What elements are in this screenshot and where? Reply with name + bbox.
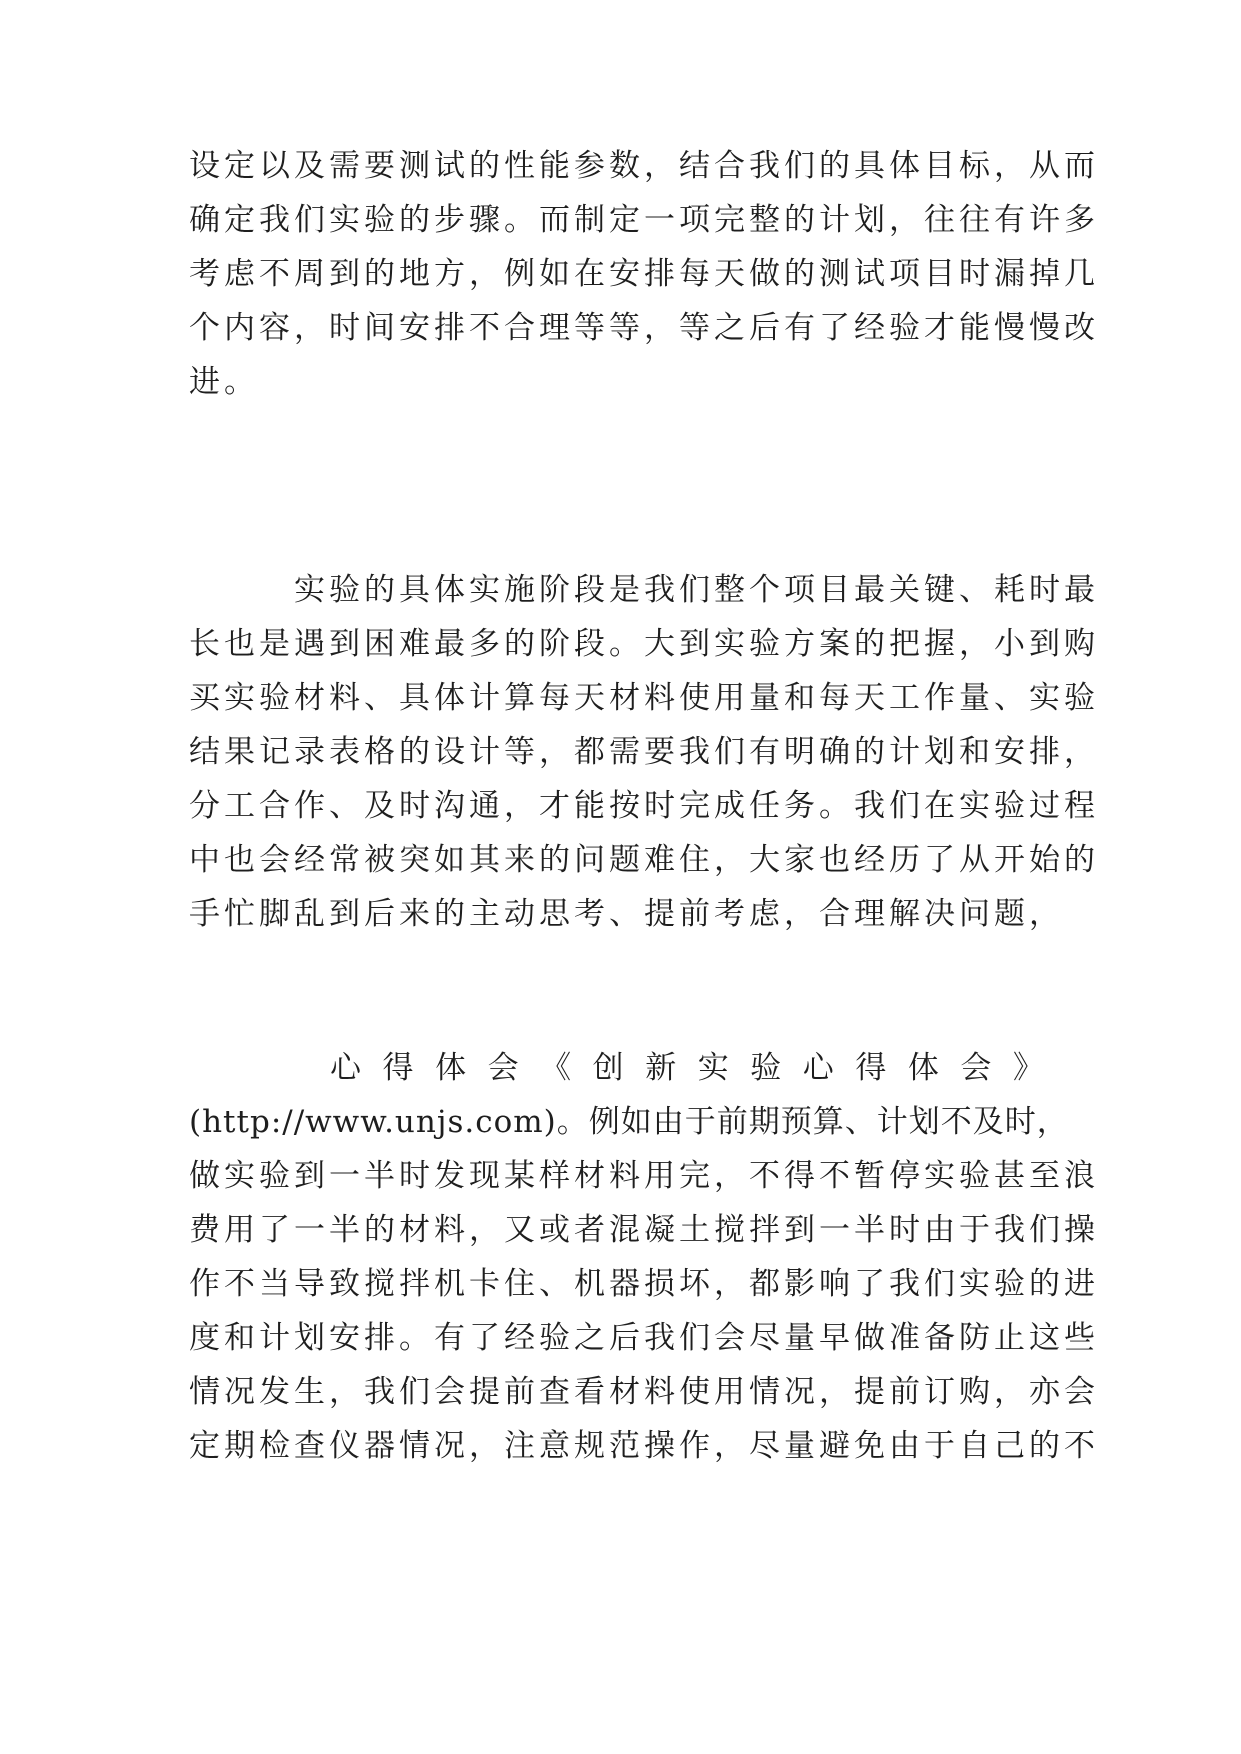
heading-char: 《 [540, 1050, 572, 1086]
heading-char: 会 [487, 1050, 519, 1086]
text-line: 分工合作、及时沟通，才能按时完成任务。我们在实验过程 [189, 788, 1099, 824]
heading-char: 实 [697, 1050, 729, 1086]
text-line: 中也会经常被突如其来的问题难住，大家也经历了从开始的 [189, 842, 1099, 878]
heading-char: 新 [645, 1050, 677, 1086]
text-line: 个内容，时间安排不合理等等，等之后有了经验才能慢慢改 [189, 310, 1099, 346]
heading-char: 体 [907, 1050, 939, 1086]
heading-char: 》 [1012, 1050, 1044, 1086]
heading-char: 验 [750, 1050, 782, 1086]
text-line: 设定以及需要测试的性能参数，结合我们的具体目标，从而 [189, 148, 1099, 184]
text-line: 结果记录表格的设计等，都需要我们有明确的计划和安排， [189, 734, 1099, 770]
heading-char: 得 [382, 1050, 414, 1086]
text-line: 手忙脚乱到后来的主动思考、提前考虑，合理解决问题， [189, 896, 1064, 932]
text-line: 确定我们实验的步骤。而制定一项完整的计划，往往有许多 [189, 202, 1099, 238]
text-line: 定期检查仪器情况，注意规范操作，尽量避免由于自己的不 [189, 1428, 1099, 1464]
heading-char: 会 [960, 1050, 992, 1086]
text-line: 做实验到一半时发现某样材料用完，不得不暂停实验甚至浪 [189, 1158, 1099, 1194]
text-line: 实验的具体实施阶段是我们整个项目最关键、耗时最 [294, 572, 1099, 608]
heading-char: 心 [802, 1050, 834, 1086]
text-line: 费用了一半的材料，又或者混凝土搅拌到一半时由于我们操 [189, 1212, 1099, 1248]
text-line: 长也是遇到困难最多的阶段。大到实验方案的把握，小到购 [189, 626, 1099, 662]
text-line: 买实验材料、具体计算每天材料使用量和每天工作量、实验 [189, 680, 1099, 716]
text-line: 考虑不周到的地方，例如在安排每天做的测试项目时漏掉几 [189, 256, 1099, 292]
text-line: 情况发生，我们会提前查看材料使用情况，提前订购，亦会 [189, 1374, 1099, 1410]
text-line: 进。 [189, 364, 259, 400]
heading-line [330, 1048, 1044, 1088]
heading-char: 得 [855, 1050, 887, 1086]
text-line: 作不当导致搅拌机卡住、机器损坏，都影响了我们实验的进 [189, 1266, 1099, 1302]
heading-char: 创 [592, 1050, 624, 1086]
text-line: (http://www.unjs.com)。例如由于前期预算、计划不及时， [189, 1104, 1069, 1140]
heading-char: 心 [330, 1050, 361, 1086]
text-line: 度和计划安排。有了经验之后我们会尽量早做准备防止这些 [189, 1320, 1099, 1356]
heading-char: 体 [435, 1050, 467, 1086]
